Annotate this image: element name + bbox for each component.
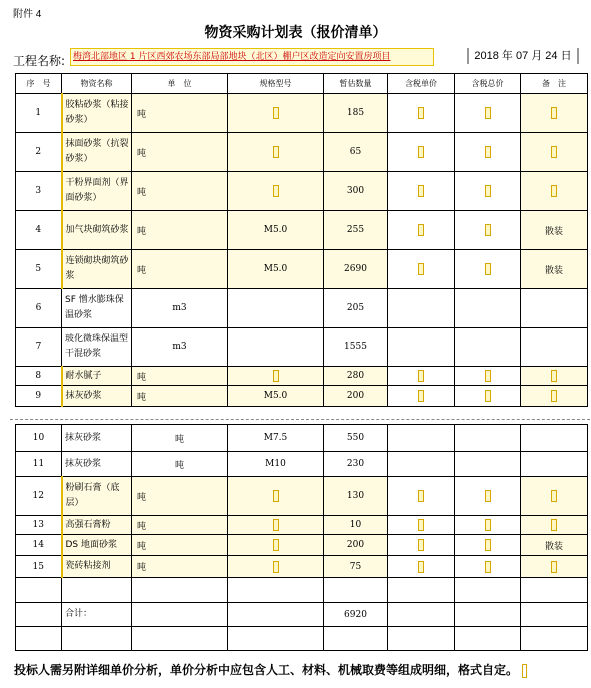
cell-note[interactable] [521,578,588,603]
cell-unit-text: 吨 [137,265,147,276]
cell-qty-text: 185 [346,108,365,118]
cell-note[interactable] [521,133,588,172]
cell-note-text: 散装 [544,226,563,237]
table-row [16,578,588,603]
cell-unit[interactable] [132,367,228,386]
cell-no[interactable] [16,556,62,578]
cell-no[interactable] [16,289,62,328]
cell-total[interactable] [455,289,521,328]
input-field-marker [551,107,557,119]
cell-note-text: 散装 [544,541,563,552]
cell-name[interactable] [62,516,132,535]
cell-name[interactable] [62,250,132,289]
cell-total[interactable] [455,425,521,452]
page-break-divider [10,419,590,420]
cell-qty[interactable] [324,425,388,452]
cell-total[interactable] [455,211,521,250]
cell-price[interactable] [388,556,455,578]
cell-spec[interactable] [228,578,324,603]
input-field-marker [485,146,491,158]
table-row [16,211,588,250]
input-field-marker [418,107,424,119]
cell-name[interactable] [62,386,132,407]
cell-spec[interactable] [228,328,324,367]
cell-price[interactable] [388,477,455,516]
cell-total[interactable] [455,94,521,133]
table-row [16,535,588,556]
cell-name-text: 连锁砌块砌筑砂浆 [65,256,129,281]
input-field-marker [485,490,491,502]
col-header: 含税单价 [388,74,455,94]
cell-qty[interactable] [324,516,388,535]
cell-unit-text: m3 [172,303,187,313]
cell-no[interactable] [16,328,62,367]
cell-spec-text: M10 [265,459,286,469]
cell-spec[interactable] [228,627,324,651]
cell-note[interactable] [521,289,588,328]
cell-spec[interactable] [228,603,324,627]
cell-price[interactable] [388,94,455,133]
cell-price[interactable] [388,172,455,211]
input-field-marker [273,490,279,502]
cell-qty-text: 10 [349,520,362,530]
cell-name-text: 抹灰砂浆 [65,458,102,469]
cell-no-text: 1 [35,108,42,118]
cell-unit-text: 吨 [137,492,147,503]
cell-name-text: 加气块砌筑砂浆 [65,224,129,235]
cell-no[interactable] [16,367,62,386]
input-field-marker [485,390,491,402]
cell-unit-text: 吨 [174,460,184,471]
cell-name-text: DS 地面砂浆 [65,539,118,550]
input-field-marker [551,390,557,402]
cell-spec[interactable] [228,250,324,289]
cell-note[interactable] [521,556,588,578]
input-field-marker [418,263,424,275]
cell-total[interactable] [455,452,521,477]
cell-no[interactable] [16,627,62,651]
field-end-marker [522,664,527,678]
cell-unit-text: 吨 [137,226,147,237]
input-field-marker [418,185,424,197]
cell-no[interactable] [16,172,62,211]
cell-spec[interactable] [228,133,324,172]
cell-no-text: 2 [35,147,42,157]
cell-spec-text: M5.0 [263,225,288,235]
table-row [16,250,588,289]
procurement-table-part2 [15,424,588,651]
cell-qty-text: 2690 [344,264,367,274]
cell-no-text: 8 [35,371,42,381]
cell-name-text: 粉刷石膏（底层） [65,483,120,508]
cell-unit-text: 吨 [137,541,147,552]
cell-name[interactable] [62,94,132,133]
cell-name[interactable] [62,477,132,516]
cell-qty-text: 300 [346,186,365,196]
cell-no-text: 6 [35,303,42,313]
cell-total[interactable] [455,477,521,516]
cell-name[interactable] [62,603,132,627]
cell-no-text: 11 [32,459,45,469]
cell-spec[interactable] [228,386,324,407]
cell-unit[interactable] [132,578,228,603]
cell-spec[interactable] [228,452,324,477]
cell-no-text: 9 [35,391,42,401]
cell-qty[interactable] [324,627,388,651]
cell-unit-text: 吨 [137,563,147,573]
cell-note[interactable] [521,627,588,651]
cell-total[interactable] [455,603,521,627]
cell-qty-text: 255 [346,225,365,235]
cell-total[interactable] [455,516,521,535]
cell-unit[interactable] [132,172,228,211]
cell-price[interactable] [388,603,455,627]
cell-spec[interactable] [228,289,324,328]
cell-qty[interactable] [324,578,388,603]
cell-qty[interactable] [324,386,388,407]
cell-no-text: 12 [32,491,44,501]
cell-name-text: 合计： [65,609,93,619]
input-field-marker [485,263,491,275]
cell-unit-text: 吨 [137,109,147,120]
table-row [16,452,588,477]
cell-unit[interactable] [132,477,228,516]
cell-note[interactable] [521,328,588,367]
cell-unit-text: 吨 [137,187,147,198]
input-field-marker [551,185,557,197]
cell-no[interactable] [16,250,62,289]
date-field[interactable]: 2018 年 07 月 24 日 [467,48,579,64]
cell-qty-text: 205 [346,303,365,313]
cell-note[interactable] [521,211,588,250]
procurement-table-part1 [15,73,588,407]
cell-unit[interactable] [132,425,228,452]
cell-note-text: 散装 [544,265,563,276]
cell-no[interactable] [16,603,62,627]
cell-spec[interactable] [228,516,324,535]
cell-name-text: 耐水腻子 [65,370,102,381]
cell-unit-text: 吨 [137,521,147,532]
input-field-marker [273,561,279,573]
table-row [16,133,588,172]
cell-no-text: 4 [35,225,42,235]
cell-spec-text: M5.0 [263,391,288,401]
input-field-marker [418,561,424,573]
cell-note[interactable] [521,452,588,477]
cell-unit[interactable] [132,535,228,556]
cell-unit[interactable] [132,386,228,407]
cell-qty[interactable] [324,94,388,133]
cell-note[interactable] [521,94,588,133]
cell-unit[interactable] [132,452,228,477]
cell-no[interactable] [16,94,62,133]
cell-spec[interactable] [228,172,324,211]
cell-qty-text: 280 [346,371,365,381]
cell-name-text: 胶粘砂浆（粘接砂浆） [65,100,129,125]
cell-qty[interactable] [324,367,388,386]
cell-total[interactable] [455,172,521,211]
cell-qty-text: 200 [346,540,365,550]
cell-name-text: 抹灰砂浆 [65,390,102,401]
cell-name-text: SF 憎水膨珠保温砂浆 [65,295,124,320]
cell-no[interactable] [16,386,62,407]
table-row [16,477,588,516]
cell-unit[interactable] [132,328,228,367]
cell-name[interactable] [62,556,132,578]
cell-qty-text: 200 [346,391,365,401]
col-header: 物资名称 [62,74,132,94]
cell-qty[interactable] [324,328,388,367]
cell-name-text: 抹面砂浆（抗裂砂浆） [65,139,129,164]
cell-name[interactable] [62,211,132,250]
cell-name[interactable] [62,452,132,477]
cell-no-text: 10 [32,433,45,443]
cell-spec[interactable] [228,535,324,556]
cell-name-text: 抹灰砂浆 [65,432,102,443]
input-field-marker [273,539,279,551]
col-header: 暂估数量 [324,74,388,94]
cell-unit[interactable] [132,94,228,133]
cell-qty[interactable] [324,172,388,211]
cell-qty[interactable] [324,452,388,477]
cell-no-text: 13 [32,520,44,530]
cell-unit-text: m3 [172,342,187,352]
col-header: 规格型号 [228,74,324,94]
cell-qty-text: 230 [346,459,365,469]
cell-note[interactable] [521,367,588,386]
cell-unit[interactable] [132,556,228,578]
cell-total[interactable] [455,133,521,172]
cell-qty[interactable] [324,289,388,328]
cell-spec[interactable] [228,211,324,250]
input-field-marker [273,370,279,382]
cell-spec[interactable] [228,477,324,516]
cell-name-text: 玻化微珠保温型干混砂浆 [65,334,129,359]
cell-unit-text: 吨 [137,372,147,383]
table-row [16,172,588,211]
col-header: 含税总价 [455,74,521,94]
cell-name[interactable] [62,627,132,651]
table-row [16,516,588,535]
input-field-marker [551,146,557,158]
cell-spec[interactable] [228,556,324,578]
input-field-marker [273,519,279,531]
cell-qty[interactable] [324,250,388,289]
cell-unit[interactable] [132,250,228,289]
table-row [16,425,588,452]
cell-no[interactable] [16,477,62,516]
cell-unit-text: 吨 [137,392,147,403]
cell-note[interactable] [521,516,588,535]
cell-no-text: 3 [35,186,42,196]
input-field-marker [551,519,557,531]
cell-no[interactable] [16,578,62,603]
input-field-marker [418,519,424,531]
table-row [16,367,588,386]
cell-price[interactable] [388,367,455,386]
cell-price[interactable] [388,386,455,407]
cell-qty-text: 130 [346,491,365,501]
input-field-marker [551,561,557,573]
footnote-text: 投标人需另附详细单价分析，单价分析中应包含人工、材料、机械取费等组成明细，格式自定。 [14,663,519,677]
col-header: 序 号 [16,74,62,94]
cell-qty[interactable] [324,211,388,250]
cell-name[interactable] [62,578,132,603]
col-header: 单 位 [132,74,228,94]
input-field-marker [273,107,279,119]
input-field-marker [273,185,279,197]
cell-unit[interactable] [132,211,228,250]
cell-total[interactable] [455,535,521,556]
input-field-marker [485,370,491,382]
cell-total[interactable] [455,556,521,578]
cell-total[interactable] [455,627,521,651]
table-row [16,603,588,627]
cell-qty-text: 6920 [344,609,367,620]
cell-spec-text: M5.0 [263,264,288,274]
project-label: 工程名称: [13,54,66,68]
cell-qty[interactable] [324,133,388,172]
input-field-marker [418,490,424,502]
cell-unit[interactable] [132,627,228,651]
cell-price[interactable] [388,578,455,603]
cell-price[interactable] [388,535,455,556]
cell-unit-text: 吨 [174,434,184,445]
cell-price[interactable] [388,452,455,477]
cell-name-text: 高强石膏粉 [65,519,111,530]
input-field-marker [418,390,424,402]
input-field-marker [485,224,491,236]
cell-spec[interactable] [228,367,324,386]
cell-unit[interactable] [132,289,228,328]
cell-price[interactable] [388,425,455,452]
cell-no[interactable] [16,452,62,477]
input-field-marker [485,107,491,119]
cell-no[interactable] [16,425,62,452]
project-name-field[interactable]: 梅湾北部地区 1 片区西郊农场东部局部地块（北区）棚户区改造定向安置房项目 [70,48,434,66]
input-field-marker [551,490,557,502]
cell-name[interactable] [62,425,132,452]
input-field-marker [418,370,424,382]
table-row [16,386,588,407]
input-field-marker [485,561,491,573]
cell-name[interactable] [62,535,132,556]
cell-qty[interactable] [324,603,388,627]
cell-qty-text: 75 [349,561,362,572]
table-row [16,627,588,651]
cell-total[interactable] [455,386,521,407]
cell-qty[interactable] [324,535,388,556]
cell-total[interactable] [455,328,521,367]
col-header: 备 注 [521,74,588,94]
cell-price[interactable] [388,627,455,651]
cell-spec[interactable] [228,94,324,133]
cell-qty-text: 550 [346,433,365,443]
cell-name[interactable] [62,328,132,367]
cell-price[interactable] [388,133,455,172]
cell-name[interactable] [62,133,132,172]
cell-spec-text: M7.5 [263,433,288,443]
cell-note[interactable] [521,535,588,556]
cell-spec[interactable] [228,425,324,452]
table-row [16,328,588,367]
input-field-marker [273,146,279,158]
cell-total[interactable] [455,578,521,603]
input-field-marker [485,185,491,197]
attachment-label: 附件 4 [13,9,42,20]
cell-price[interactable] [388,250,455,289]
cell-unit[interactable] [132,516,228,535]
cell-no-text: 15 [32,561,44,572]
cell-qty[interactable] [324,556,388,578]
cell-note[interactable] [521,386,588,407]
cell-name[interactable] [62,289,132,328]
cell-unit[interactable] [132,133,228,172]
input-field-marker [485,519,491,531]
cell-total[interactable] [455,367,521,386]
cell-name-text: 瓷砖粘接剂 [65,561,111,571]
table-row [16,94,588,133]
footnote [14,661,527,678]
cell-no[interactable] [16,133,62,172]
cell-no-text: 7 [35,342,42,352]
cell-qty-text: 65 [349,147,362,157]
cell-note[interactable] [521,603,588,627]
input-field-marker [418,539,424,551]
cell-no[interactable] [16,211,62,250]
cell-total[interactable] [455,250,521,289]
cell-note[interactable] [521,477,588,516]
cell-name[interactable] [62,172,132,211]
table-row [16,556,588,578]
cell-no-text: 14 [32,540,44,550]
cell-no-text: 5 [35,264,42,274]
cell-unit[interactable] [132,603,228,627]
cell-no[interactable] [16,516,62,535]
input-field-marker [485,539,491,551]
cell-note[interactable] [521,172,588,211]
input-field-marker [551,370,557,382]
input-field-marker [418,146,424,158]
cell-note[interactable] [521,250,588,289]
cell-name[interactable] [62,367,132,386]
cell-no[interactable] [16,535,62,556]
document-title: 物资采购计划表（报价清单） [204,25,387,41]
table-header-row [16,74,588,94]
cell-price[interactable] [388,516,455,535]
cell-note[interactable] [521,425,588,452]
cell-price[interactable] [388,211,455,250]
input-field-marker [418,224,424,236]
cell-price[interactable] [388,328,455,367]
cell-qty[interactable] [324,477,388,516]
cell-unit-text: 吨 [137,148,147,159]
table-row [16,289,588,328]
cell-name-text: 干粉界面剂（界面砂浆） [65,178,129,203]
cell-qty-text: 1555 [344,342,367,352]
cell-price[interactable] [388,289,455,328]
